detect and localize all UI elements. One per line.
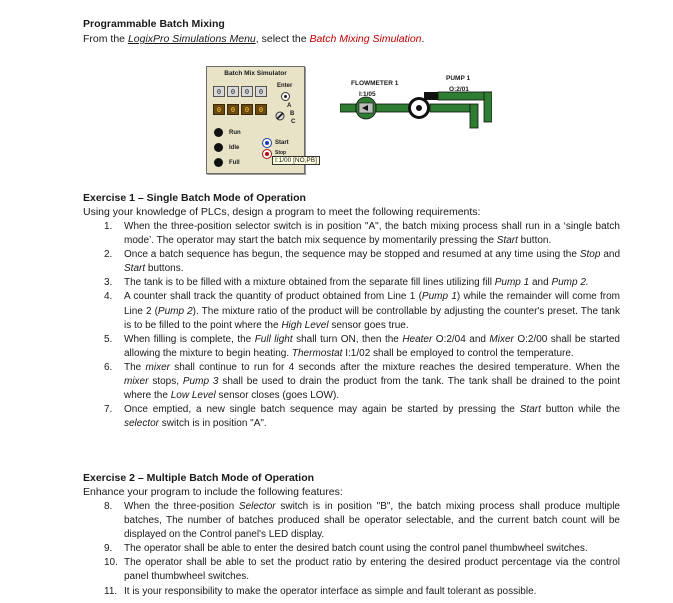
list-item bbox=[83, 556, 620, 584]
list-item-text: When the three-position selector switch is in position "A", the batch mixing process shall run in a ‘single batch mode’. The operator may start the batch mix sequence by momentarily pressing the bbox=[124, 221, 620, 247]
list-item bbox=[83, 220, 620, 248]
idle-lamp-icon bbox=[214, 143, 223, 152]
list-item-number: 7. bbox=[104, 404, 113, 416]
thumbwheel[interactable]: 0 bbox=[255, 86, 267, 97]
pipe-left bbox=[340, 104, 356, 112]
selector-switch-icon[interactable] bbox=[275, 111, 285, 121]
list-item-number: 1. bbox=[104, 221, 113, 232]
list-item-number: 2. bbox=[104, 249, 113, 261]
emphasized-text: Pump 2. bbox=[551, 277, 589, 289]
exercise1-list bbox=[83, 220, 620, 431]
intro-line bbox=[83, 33, 424, 45]
list-item bbox=[83, 500, 620, 542]
list-item-text: ) while the remainder will come from Line 2 ( bbox=[124, 291, 620, 317]
led-digit: 0 bbox=[227, 104, 239, 115]
list-item-text: switch is in position "B", the batch mixing process shall produce multiple batches, The number of batches produced shall be operator selectable, and the current batch count will be displayed on the Control panel's LED display. bbox=[124, 501, 620, 541]
list-item bbox=[83, 276, 620, 290]
list-item-text: sensor goes true. bbox=[328, 319, 409, 331]
list-item-text: Once emptied, a new single batch sequence may again be started by pressing the bbox=[124, 404, 520, 416]
emphasized-text: Start bbox=[124, 263, 146, 275]
list-item-text: It is your responsibility to make the operator interface as simple and fault tolerant as possible. bbox=[124, 585, 537, 597]
list-item-text: The tank is to be filled with a mixture obtained from the separate fill lines utilizing fill bbox=[124, 277, 495, 289]
list-item-text: The operator shall be able to enter the desired batch count using the control panel thumbwheel switches. bbox=[124, 543, 588, 555]
list-item-text: button while the bbox=[540, 404, 621, 416]
list-item-text: and bbox=[600, 249, 621, 261]
emphasized-text: Start bbox=[519, 404, 541, 416]
list-item-text: When filling is complete, the bbox=[124, 333, 255, 345]
pump-outlet bbox=[424, 92, 438, 100]
list-item-text: button. bbox=[517, 235, 552, 247]
enter-label: Enter bbox=[277, 83, 293, 89]
list-item-text: switch is in position "A". bbox=[159, 418, 267, 430]
list-item-number: 5. bbox=[104, 333, 113, 345]
list-item bbox=[83, 248, 620, 276]
exercise1-heading: Exercise 1 – Single Batch Mode of Operation bbox=[83, 192, 306, 204]
emphasized-text: Pump 1 bbox=[494, 277, 530, 289]
pipe-mid bbox=[376, 104, 410, 112]
list-item-number: 8. bbox=[104, 501, 113, 512]
thumbwheel[interactable]: 0 bbox=[241, 86, 253, 97]
list-item-text: Once a batch sequence has begun, the sequence may be stopped and resumed at any time using the bbox=[124, 249, 580, 261]
list-item-number: 4. bbox=[104, 291, 113, 303]
list-item-text: shall be used to drain the product from the tank. The tank shall be drained to the point where the bbox=[124, 376, 620, 402]
list-item-number: 11. bbox=[104, 585, 118, 597]
address-tooltip: I:1/00 [NO,PB] bbox=[272, 156, 320, 165]
full-lamp-icon bbox=[214, 158, 223, 167]
list-item-text: and bbox=[529, 277, 552, 289]
stop-button[interactable] bbox=[262, 149, 272, 159]
list-item-number: 10. bbox=[104, 557, 118, 569]
emphasized-text: Selector bbox=[238, 501, 276, 512]
emphasized-text: Mixer bbox=[489, 333, 514, 345]
led-display bbox=[213, 104, 267, 115]
led-digit: 0 bbox=[255, 104, 267, 115]
list-item-text: ). The mixture ratio of the product will be controllable by adjusting the counter's preset. The tank is to be filled to the point where the bbox=[124, 305, 620, 331]
selector-position-a: A bbox=[287, 103, 292, 109]
list-item-text: The operator shall be able to set the product ratio by entering the desired product percentage via the control panel thumbwheel switches. bbox=[124, 557, 620, 583]
list-item-number: 6. bbox=[104, 361, 113, 373]
thumbwheel[interactable]: 0 bbox=[227, 86, 239, 97]
list-item-number: 9. bbox=[104, 543, 113, 555]
emphasized-text: Thermostat bbox=[291, 347, 343, 359]
logixpro-menu-link[interactable]: LogixPro Simulations Menu bbox=[127, 33, 256, 45]
list-item-text: shall continue to run for 4 seconds after the mixture reaches the desired temperature. When the bbox=[169, 361, 620, 373]
emphasized-text: Full light bbox=[254, 333, 293, 345]
flowmeter-label: FLOWMETER 1 bbox=[351, 80, 399, 87]
list-item-text: sensor closes (goes LOW). bbox=[215, 390, 340, 402]
list-item-text: When the three-position bbox=[124, 501, 239, 512]
emphasized-text: High Level bbox=[281, 319, 329, 331]
simulator-title: Batch Mix Simulator bbox=[224, 70, 287, 77]
emphasized-text: Low Level bbox=[170, 390, 216, 402]
batch-mix-simulator-panel bbox=[206, 66, 317, 174]
list-item bbox=[83, 290, 620, 332]
list-item-text: The bbox=[124, 361, 146, 373]
emphasized-text: mixer bbox=[124, 376, 149, 388]
emphasized-text: Pump 2 bbox=[157, 305, 193, 317]
intro-middle: , select the bbox=[255, 33, 310, 45]
list-item bbox=[83, 585, 620, 599]
full-label: Full bbox=[229, 160, 240, 166]
emphasized-text: mixer bbox=[145, 361, 170, 373]
intro-prefix: From the bbox=[83, 33, 128, 45]
list-item-text: I:1/02 shall be employed to control the temperature. bbox=[342, 347, 574, 359]
pump-rotor-hub bbox=[416, 105, 422, 111]
stop-label: Stop bbox=[275, 150, 287, 156]
list-item-text: O:2/00 shall be started allowing the mixture to begin heating. bbox=[124, 333, 620, 359]
flowmeter-address: I:1/05 bbox=[359, 91, 376, 98]
list-item-text: shall turn ON, then the bbox=[292, 333, 403, 345]
pipe-vertical bbox=[484, 92, 492, 122]
list-item bbox=[83, 333, 620, 361]
pipe-drop bbox=[470, 104, 478, 128]
thumbwheel-switches bbox=[213, 86, 267, 97]
emphasized-text: Heater bbox=[402, 333, 433, 345]
list-item-number: 3. bbox=[104, 277, 113, 289]
list-item bbox=[83, 542, 620, 556]
pump-label: PUMP 1 bbox=[446, 75, 471, 82]
simulation-name: Batch Mixing Simulation bbox=[309, 33, 422, 45]
list-item bbox=[83, 361, 620, 403]
led-digit: 0 bbox=[241, 104, 253, 115]
selector-position-c: C bbox=[291, 119, 296, 125]
run-label: Run bbox=[229, 130, 241, 136]
emphasized-text: Pump 3 bbox=[182, 376, 219, 388]
selector-position-b: B bbox=[290, 111, 295, 117]
thumbwheel[interactable]: 0 bbox=[213, 86, 225, 97]
exercise2-heading: Exercise 2 – Multiple Batch Mode of Operation bbox=[83, 472, 315, 484]
idle-label: Idle bbox=[229, 145, 240, 151]
start-label: Start bbox=[275, 140, 289, 146]
emphasized-text: Pump 1 bbox=[421, 291, 457, 303]
intro-suffix: . bbox=[421, 33, 425, 45]
exercise2-intro: Enhance your program to include the following features: bbox=[83, 486, 343, 498]
list-item bbox=[83, 403, 620, 431]
pipe-right-lower bbox=[430, 104, 470, 112]
list-item-text: stops, bbox=[148, 376, 183, 388]
list-item-text: A counter shall track the quantity of product obtained from Line 1 ( bbox=[124, 291, 422, 303]
page-title: Programmable Batch Mixing bbox=[83, 18, 225, 30]
start-button[interactable] bbox=[262, 138, 272, 148]
emphasized-text: Start bbox=[496, 235, 518, 247]
exercise1-intro: Using your knowledge of PLCs, design a program to meet the following requirements: bbox=[83, 206, 481, 218]
pump-address: O:2/01 bbox=[449, 86, 469, 93]
exercise2-list bbox=[83, 500, 620, 599]
enter-button[interactable] bbox=[281, 92, 290, 101]
led-digit: 0 bbox=[213, 104, 225, 115]
emphasized-text: selector bbox=[124, 418, 160, 430]
list-item-text: O:2/04 and bbox=[432, 333, 490, 345]
run-lamp-icon bbox=[214, 128, 223, 137]
emphasized-text: Stop bbox=[579, 249, 601, 261]
list-item-text: buttons. bbox=[145, 263, 184, 275]
